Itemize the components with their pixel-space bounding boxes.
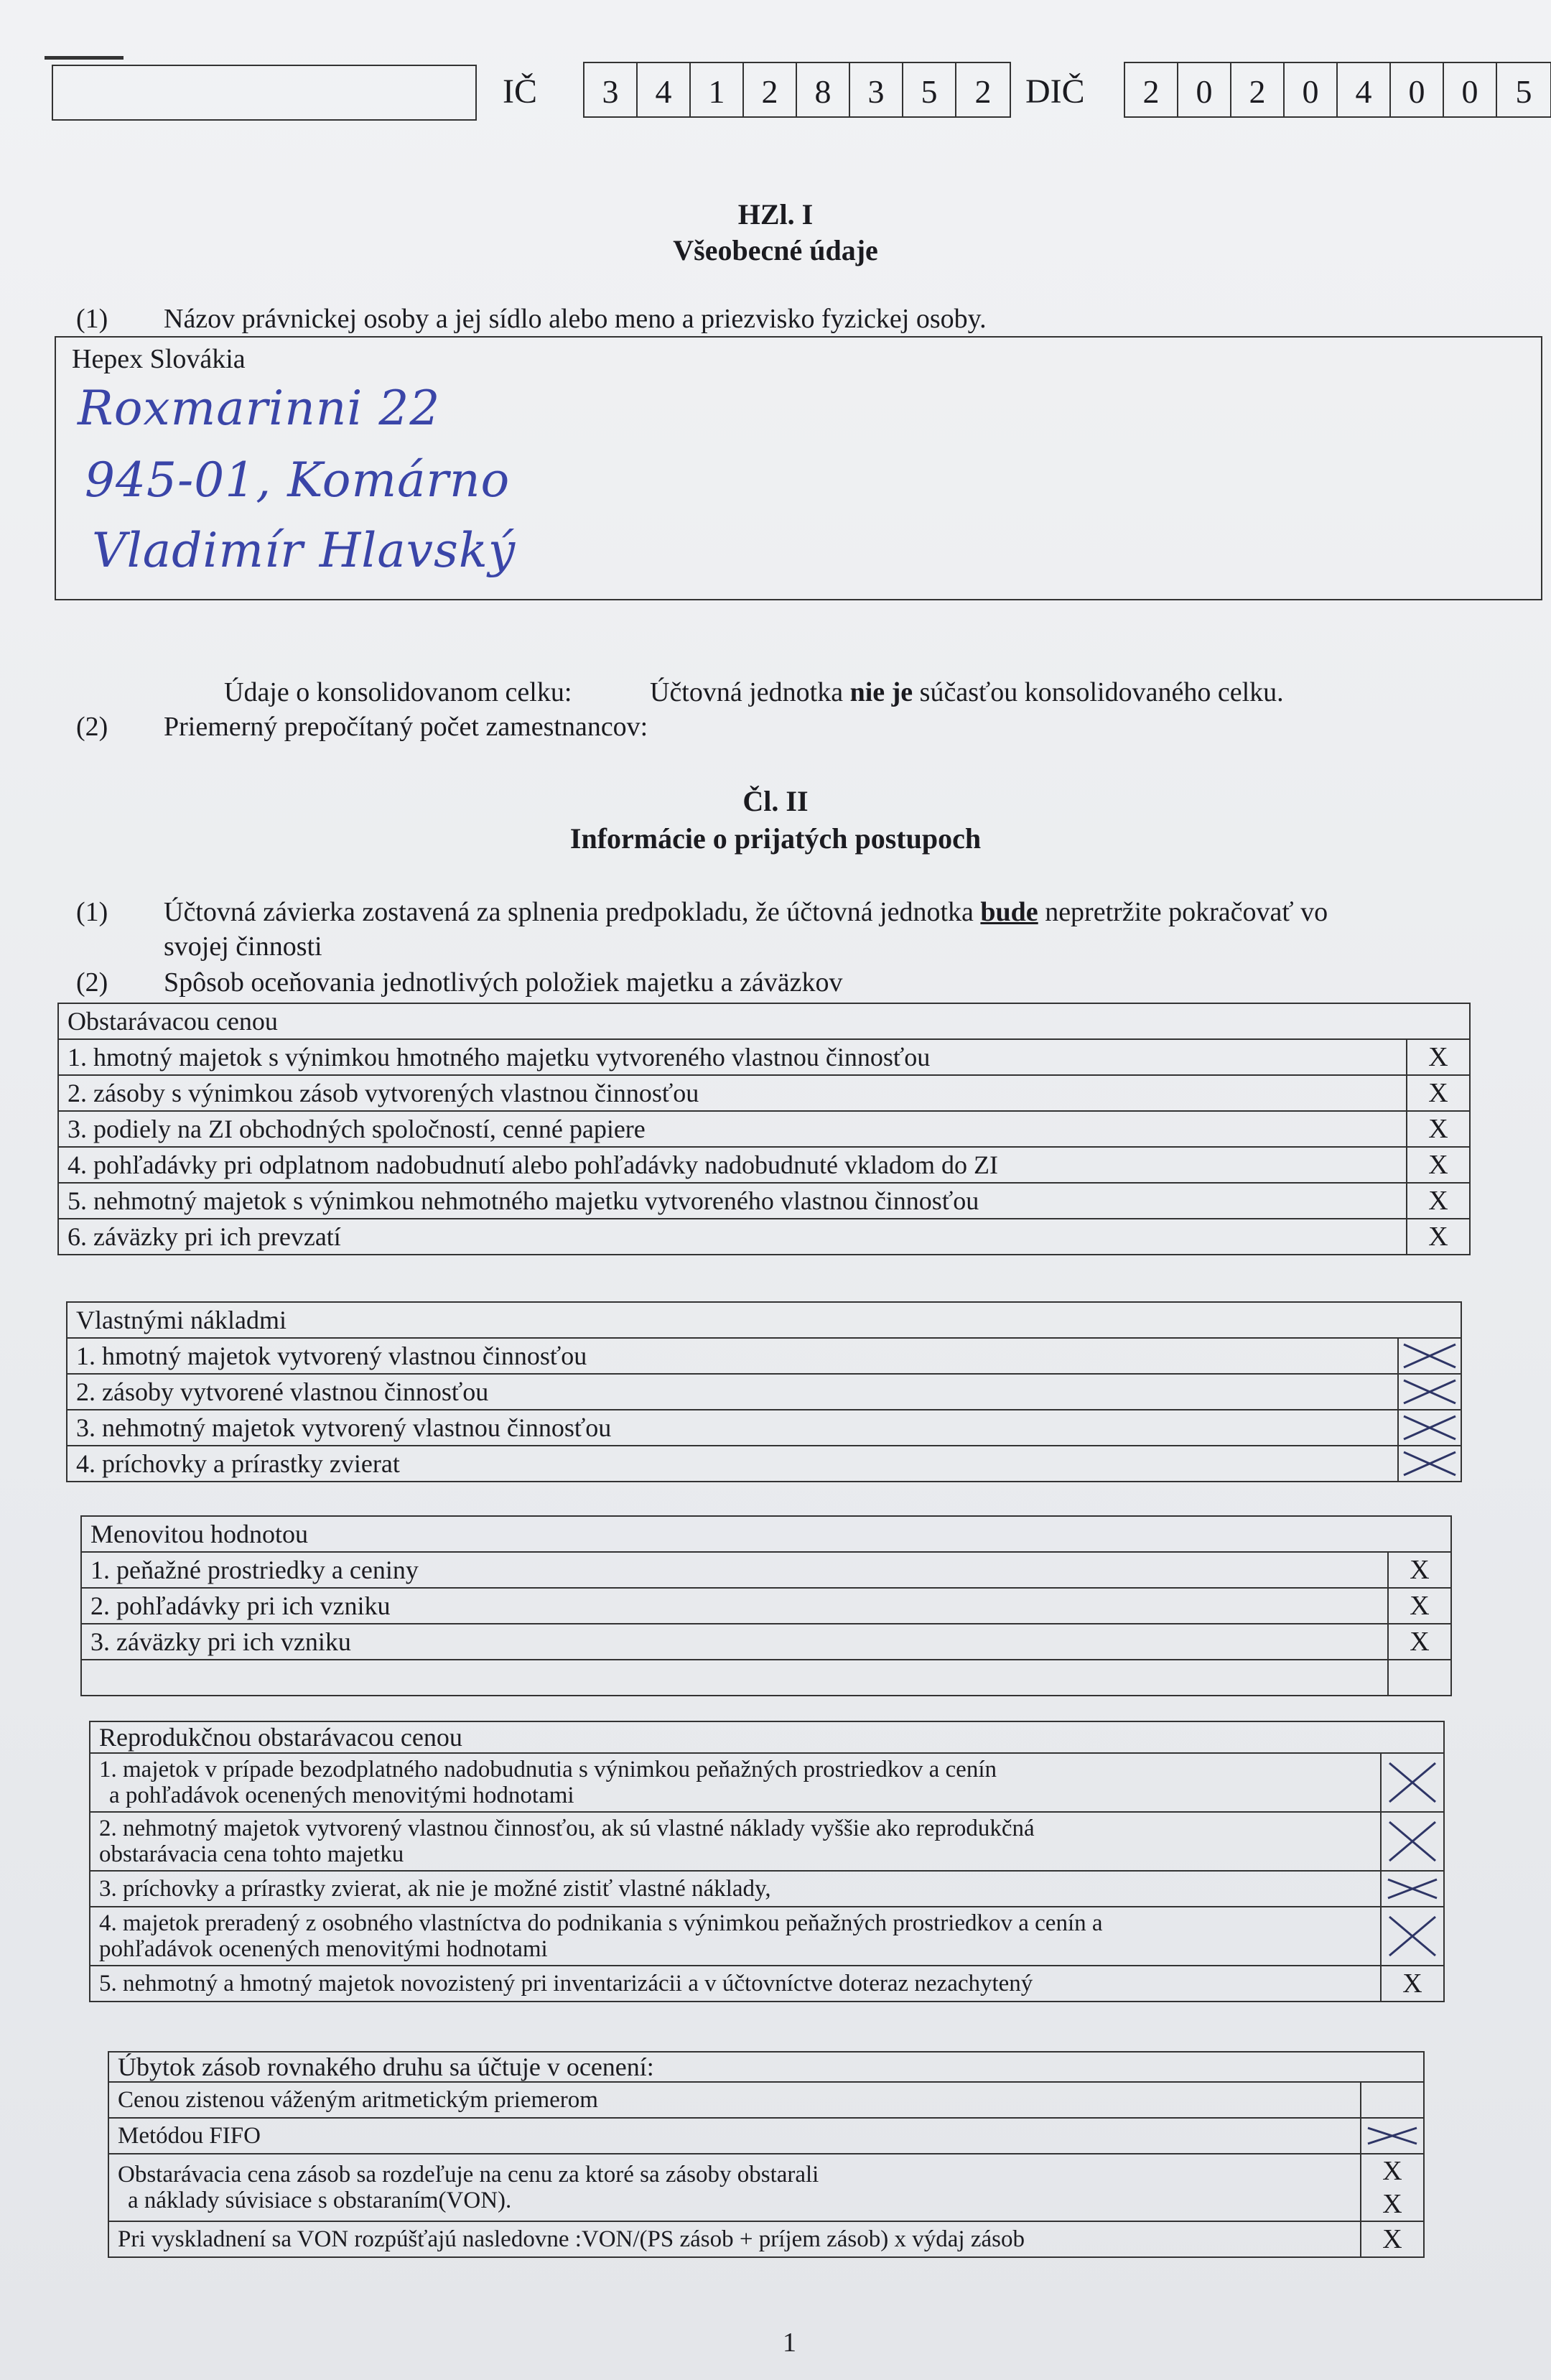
section1-subtitle: Všeobecné údaje [673, 234, 878, 266]
row-label [90, 1907, 1381, 1966]
table-row [108, 2118, 1424, 2154]
table-row [90, 1753, 1444, 1812]
item-text: Priemerný prepočítaný počet zamestnancov: [164, 712, 648, 742]
row-line: a náklady súvisiace s obstaraním(VON). [128, 2188, 512, 2213]
consolidation-statement [650, 677, 1284, 708]
table-row [58, 1111, 1470, 1147]
table-header: Obstarávacou cenou [58, 1003, 1470, 1039]
table-obstaravacou-cenou [57, 1003, 1471, 1255]
table-reprodukcnou-cenou [89, 1721, 1445, 2002]
table-row [81, 1552, 1451, 1588]
ic-digit: 3 [584, 63, 638, 116]
table-menovitou-hodnotou [80, 1515, 1452, 1696]
ic-digit: 5 [903, 63, 956, 116]
row-label: 2. zásoby s výnimkou zásob vytvorených vlastnou činnosťou [58, 1075, 1407, 1111]
dic-digit: 0 [1444, 63, 1497, 116]
consolidation-bold: nie je [849, 677, 913, 707]
row-label: 5. nehmotný majetok s výnimkou nehmotného majetku vytvoreného vlastnou činnosťou [58, 1183, 1407, 1219]
row-label: 3. príchovky a prírastky zvierat, ak nie je možné zistiť vlastné náklady, [90, 1871, 1381, 1907]
row-label: 4. pohľadávky pri odplatnom nadobudnutí alebo pohľadávky nadobudnuté vkladom do ZI [58, 1147, 1407, 1183]
table-vlastnymi-nakladmi [66, 1301, 1462, 1482]
ic-label: IČ [503, 73, 537, 111]
row-mark [1361, 2154, 1424, 2221]
table-row [90, 1966, 1444, 2002]
item-number: (2) [76, 712, 108, 742]
row-mark [1361, 2082, 1424, 2118]
row-mark-lower: X [1382, 2189, 1402, 2219]
section1-title: HZl. I [737, 198, 814, 231]
consolidation-post: súčasťou konsolidovaného celku. [919, 677, 1284, 707]
row-mark: X [1388, 1588, 1451, 1624]
row-label: 3. nehmotný majetok vytvorený vlastnou činnosťou [67, 1410, 1398, 1446]
row-mark: X [1407, 1219, 1470, 1255]
row-mark: X [1407, 1039, 1470, 1075]
cross-out-icon [1381, 1812, 1444, 1871]
cross-out-icon [1381, 1753, 1444, 1812]
row-mark: X [1407, 1075, 1470, 1111]
row-label: Metódou FIFO [108, 2118, 1361, 2154]
row-label: 2. zásoby vytvorené vlastnou činnosťou [67, 1374, 1398, 1410]
table-row [81, 1660, 1451, 1696]
cross-out-icon [1398, 1410, 1461, 1446]
row-mark: X [1388, 1552, 1451, 1588]
row-label: 4. príchovky a prírastky zvierat [67, 1446, 1398, 1482]
going-concern-post: nepretržite pokračovať vo [1045, 897, 1328, 927]
row-line: 1. majetok v prípade bezodplatného nadobudnutia s výnimkou peňažných prostriedkov a cenín [99, 1757, 997, 1782]
row-label: 3. záväzky pri ich vzniku [81, 1624, 1388, 1660]
row-label: 5. nehmotný a hmotný majetok novozistený pri inventarizácii a v účtovníctve doteraz nezachytený [90, 1966, 1381, 2002]
row-line: pohľadávok ocenených menovitými hodnotami [99, 1936, 548, 1962]
row-label: 2. pohľadávky pri ich vzniku [81, 1588, 1388, 1624]
item-number: (1) [76, 304, 108, 334]
ic-digit: 3 [850, 63, 903, 116]
table-row [58, 1183, 1470, 1219]
ic-digits [583, 62, 1011, 118]
dic-digit: 5 [1515, 73, 1532, 110]
dic-digit: 2 [1125, 63, 1178, 116]
cross-out-icon [1398, 1338, 1461, 1374]
dic-digit: 0 [1391, 63, 1444, 116]
cross-out-icon [1398, 1446, 1461, 1482]
table-row [108, 2082, 1424, 2118]
row-mark: X [1407, 1147, 1470, 1183]
table-row [58, 1219, 1470, 1255]
cross-out-icon [1361, 2118, 1424, 2154]
table-row [108, 2221, 1424, 2257]
going-concern-pre: Účtovná závierka zostavená za splnenia predpokladu, že účtovná jednotka [164, 897, 974, 927]
handwritten-city: 945-01, Komárno [85, 452, 511, 508]
table-row [58, 1075, 1470, 1111]
row-label [90, 1812, 1381, 1871]
table-ubytok-zasob [108, 2051, 1425, 2258]
ic-digit: 2 [974, 73, 992, 110]
row-mark: X [1361, 2221, 1424, 2257]
item-text: Spôsob oceňovania jednotlivých položiek majetku a záväzkov [164, 967, 843, 998]
table-row [81, 1624, 1451, 1660]
section2-title: Čl. II [742, 785, 809, 817]
table-row [67, 1410, 1461, 1446]
table-header: Úbytok zásob rovnakého druhu sa účtuje v ocenení: [108, 2052, 1424, 2082]
table-row [58, 1147, 1470, 1183]
table-row [58, 1039, 1470, 1075]
table-row [67, 1338, 1461, 1374]
name-field-box [52, 65, 477, 121]
pen-mark [45, 56, 124, 60]
row-line: 2. nehmotný majetok vytvorený vlastnou činnosťou, ak sú vlastné náklady vyššie ako reprodukčná [99, 1816, 1035, 1841]
row-line: obstarávacia cena tohto majetku [99, 1841, 404, 1867]
cross-out-icon [1381, 1871, 1444, 1907]
ic-digit: 4 [638, 63, 691, 116]
item-number: (2) [76, 967, 108, 998]
ic-digit: 2 [744, 63, 797, 116]
table-header: Vlastnými nákladmi [67, 1302, 1461, 1338]
dic-label: DIČ [1025, 73, 1085, 111]
section2-subtitle: Informácie o prijatých postupoch [569, 822, 982, 855]
row-label: 1. peňažné prostriedky a ceniny [81, 1552, 1388, 1588]
cross-out-icon [1398, 1374, 1461, 1410]
row-label: Pri vyskladnení sa VON rozpúšťajú nasledovne :VON/(PS zásob + príjem zásob) x výdaj zásob [108, 2221, 1361, 2257]
ic-digit: 8 [797, 63, 850, 116]
cross-out-icon [1381, 1907, 1444, 1966]
dic-digit: 4 [1338, 63, 1391, 116]
table-row [108, 2154, 1424, 2221]
item-number: (1) [76, 897, 108, 927]
row-label: 3. podiely na ZI obchodných spoločností, cenné papiere [58, 1111, 1407, 1147]
company-name: Hepex Slovákia [72, 344, 246, 374]
dic-digit: 2 [1231, 63, 1285, 116]
going-concern-line2: svojej činnosti [164, 931, 322, 962]
table-header: Reprodukčnou obstarávacou cenou [90, 1721, 1444, 1753]
dic-digits [1124, 62, 1551, 118]
row-label [90, 1753, 1381, 1812]
going-concern-bold: bude [980, 897, 1038, 927]
handwritten-signature: Vladimír Hlavský [92, 523, 516, 578]
row-label: 1. hmotný majetok vytvorený vlastnou činnosťou [67, 1338, 1398, 1374]
table-row [67, 1374, 1461, 1410]
item-text: Názov právnickej osoby a jej sídlo alebo meno a priezvisko fyzickej osoby. [164, 304, 987, 334]
consolidation-pre: Účtovná jednotka [650, 677, 844, 707]
consolidation-label: Údaje o konsolidovanom celku: [224, 677, 572, 707]
table-row [67, 1446, 1461, 1482]
table-row [90, 1871, 1444, 1907]
table-row [90, 1907, 1444, 1966]
handwritten-street: Roxmarinni 22 [78, 381, 441, 436]
row-label [108, 2154, 1361, 2221]
row-label: 1. hmotný majetok s výnimkou hmotného majetku vytvoreného vlastnou činnosťou [58, 1039, 1407, 1075]
dic-digit: 0 [1285, 63, 1338, 116]
row-mark: X [1407, 1111, 1470, 1147]
going-concern-statement [164, 896, 1328, 928]
row-mark-upper: X [1382, 2156, 1402, 2186]
row-mark: X [1388, 1624, 1451, 1660]
row-line: a pohľadávok ocenených menovitými hodnotami [109, 1782, 574, 1808]
row-mark: X [1407, 1183, 1470, 1219]
ic-digit: 1 [691, 63, 744, 116]
row-line: Obstarávacia cena zásob sa rozdeľuje na cenu za ktoré sa zásoby obstarali [118, 2162, 819, 2188]
table-row [81, 1588, 1451, 1624]
row-mark: X [1381, 1966, 1444, 2002]
page-number: 1 [783, 2328, 796, 2358]
row-line: 4. majetok preradený z osobného vlastníctva do podnikania s výnimkou peňažných prostriedkov a cenín a [99, 1910, 1103, 1936]
dic-digit: 0 [1178, 63, 1231, 116]
row-label: Cenou zistenou váženým aritmetickým priemerom [108, 2082, 1361, 2118]
row-label: 6. záväzky pri ich prevzatí [58, 1219, 1407, 1255]
row-label [81, 1660, 1388, 1696]
table-header: Menovitou hodnotou [81, 1516, 1451, 1552]
table-row [90, 1812, 1444, 1871]
row-mark [1388, 1660, 1451, 1696]
